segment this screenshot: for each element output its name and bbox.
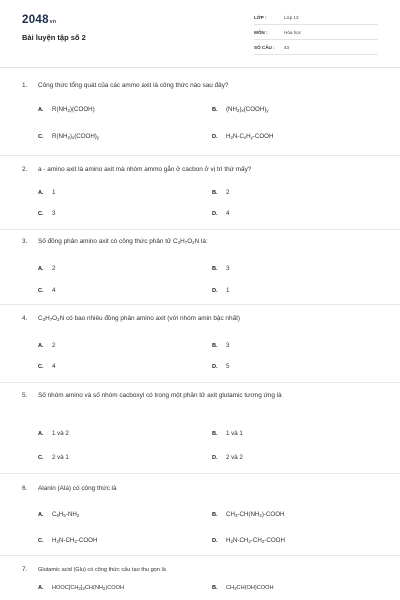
question-number: 7. xyxy=(22,566,28,573)
option-c[interactable]: C. $H_2N-CH_2$-COOH xyxy=(38,537,98,544)
question-number: 2. xyxy=(22,166,28,173)
meta-value: Lớp 12 xyxy=(284,15,299,20)
meta-value: 43 xyxy=(284,45,290,50)
option-d[interactable]: D. 2 và 2 xyxy=(212,454,243,461)
option-a[interactable]: A. $C_6H_5-NH_2$ xyxy=(38,511,80,518)
meta-label: MÔN : xyxy=(254,30,268,35)
option-b[interactable]: B. 1 và 1 xyxy=(212,430,243,437)
question-text: Alanin (Ala) có công thức là xyxy=(38,485,117,492)
option-d[interactable]: D. 5 xyxy=(212,363,230,370)
question-text: a - amino axit là amino axit mà nhóm ammo gắn ở cacbon ở vị trí thứ mấy? xyxy=(38,166,252,173)
question-1 xyxy=(0,78,400,156)
option-a[interactable]: A. 2 xyxy=(38,342,56,349)
question-text: $C_3H_7O_2N$ có bao nhiêu đồng phân amino axit (với nhóm amin bậc nhất) xyxy=(38,315,240,322)
question-number: 6. xyxy=(22,485,28,492)
option-d[interactable]: D. 1 xyxy=(212,287,230,294)
option-b[interactable]: B. 2 xyxy=(212,189,230,196)
option-c[interactable]: C. 3 xyxy=(38,210,56,217)
question-5 xyxy=(0,384,400,474)
meta-label: SỐ CÂU : xyxy=(254,45,275,50)
option-c[interactable]: C. $R(NH_2)_x(COOH)_y$ xyxy=(38,133,100,140)
meta-class xyxy=(254,12,378,25)
option-a[interactable]: A. 2 xyxy=(38,265,56,272)
meta-subject xyxy=(254,27,378,40)
option-b[interactable]: B. $CH_3CH(OH)COOH$ xyxy=(212,585,274,591)
meta-value: Hóa học xyxy=(284,30,302,35)
question-7 xyxy=(0,558,400,600)
option-b[interactable]: B. $(NH_2)_x(COOH)_y$ xyxy=(212,106,269,113)
document-header xyxy=(0,0,400,68)
meta-question-count xyxy=(254,42,378,55)
question-number: 3. xyxy=(22,238,28,245)
question-2 xyxy=(0,158,400,230)
option-a[interactable]: A. $R(NH_2)(COOH)$ xyxy=(38,106,95,113)
question-text: Glutamic acid (Glu) có công thức cấu tạo thu gọn là xyxy=(38,567,166,573)
question-text: Số đồng phân amino axit có công thức phân tử $C_3H_7O_2N$ là: xyxy=(38,238,208,245)
question-text: Công thức tổng quát của các ammo axit là công thức nào sau đây? xyxy=(38,82,229,89)
option-d[interactable]: D. $H_2N-CH_2-CH_2$-COOH xyxy=(212,537,285,544)
meta-label: LỚP : xyxy=(254,15,267,20)
question-number: 1. xyxy=(22,82,28,89)
option-c[interactable]: C. 2 và 1 xyxy=(38,454,69,461)
option-a[interactable]: A. 1 và 2 xyxy=(38,430,69,437)
site-logo[interactable]: 2048vn xyxy=(22,14,57,26)
question-text: Số nhóm amino và số nhóm cacboxyl có trong một phân tử axit glutamic tương ứng là xyxy=(38,392,282,399)
option-b[interactable]: B. $CH_3-CH(NH_2)$-COOH xyxy=(212,511,285,518)
option-a[interactable]: A. $HOOC[CH_2]_2CH(NH_2)COOH$ xyxy=(38,585,125,591)
question-3 xyxy=(0,231,400,305)
question-6 xyxy=(0,476,400,556)
option-d[interactable]: D. 4 xyxy=(212,210,230,217)
option-c[interactable]: C. 4 xyxy=(38,287,56,294)
question-number: 5. xyxy=(22,392,28,399)
option-c[interactable]: C. 4 xyxy=(38,363,56,370)
option-b[interactable]: B. 3 xyxy=(212,265,230,272)
document-title: Bài luyện tập số 2 xyxy=(22,33,86,42)
option-a[interactable]: A. 1 xyxy=(38,189,56,196)
question-number: 4. xyxy=(22,315,28,322)
option-d[interactable]: D. $H_2N-C_xH_y$-COOH xyxy=(212,133,274,140)
question-4 xyxy=(0,307,400,383)
option-b[interactable]: B. 3 xyxy=(212,342,230,349)
